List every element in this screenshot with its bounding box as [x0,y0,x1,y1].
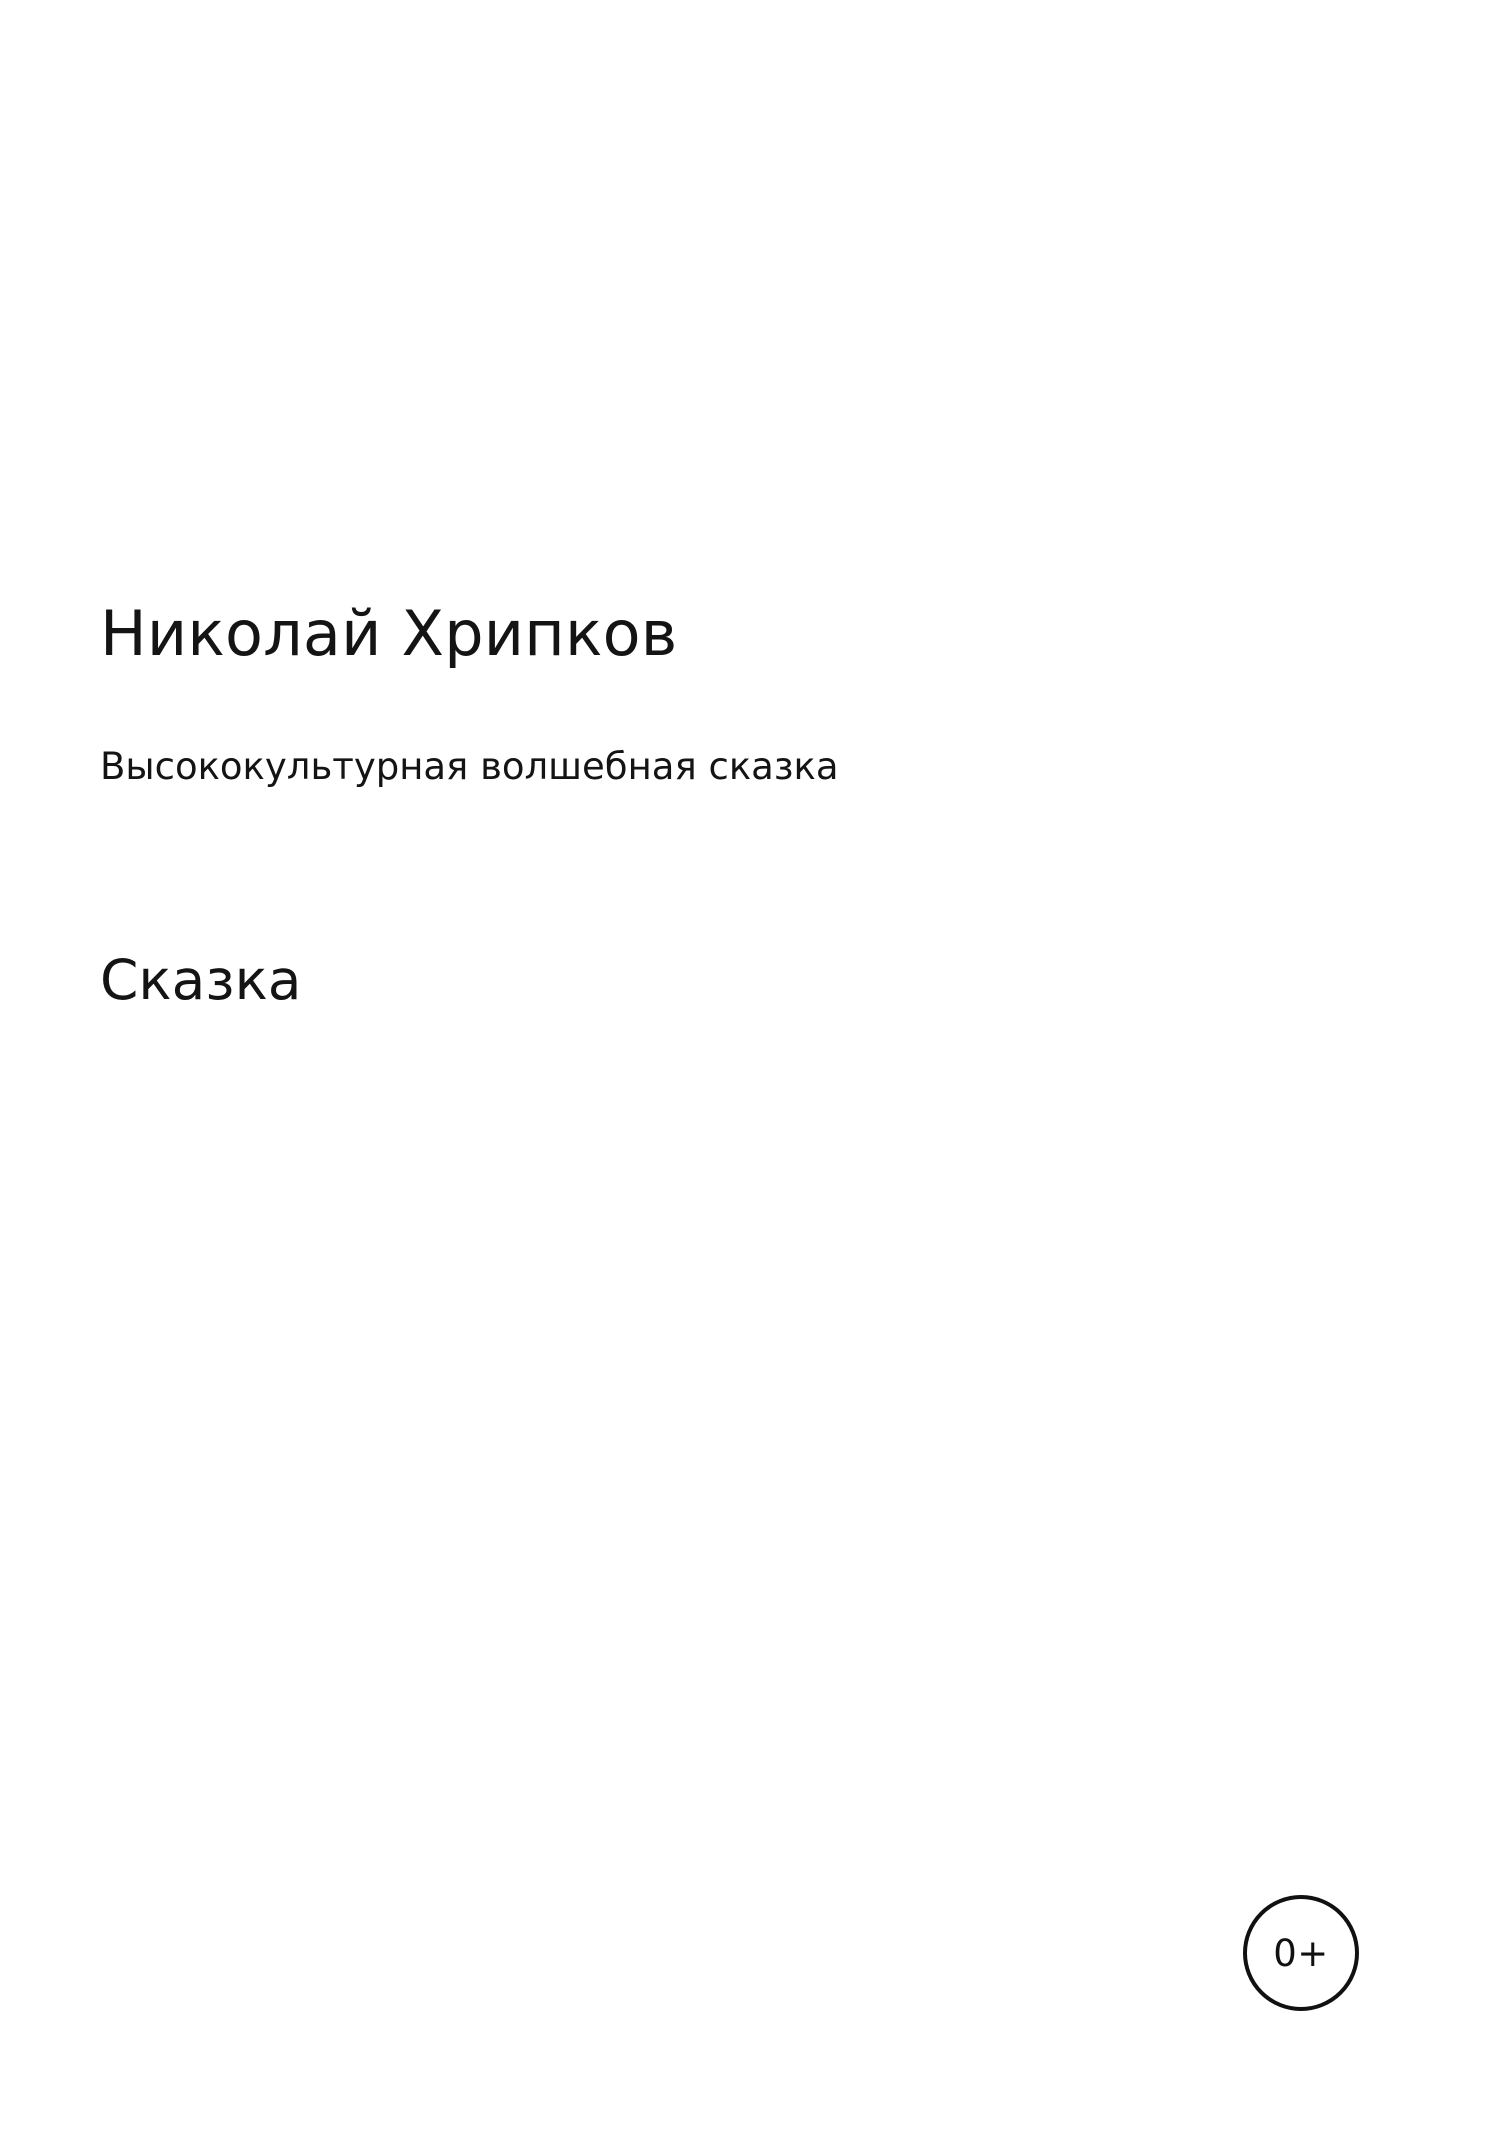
genre-label: Сказка [100,948,302,1013]
age-rating-badge [1243,1895,1359,2011]
cover-text-block [100,597,1250,1013]
book-subtitle: Высококультурная волшебная сказка [100,745,839,789]
age-rating-label: 0+ [1273,1931,1329,1975]
author-name: Николай Хрипков [100,597,678,670]
